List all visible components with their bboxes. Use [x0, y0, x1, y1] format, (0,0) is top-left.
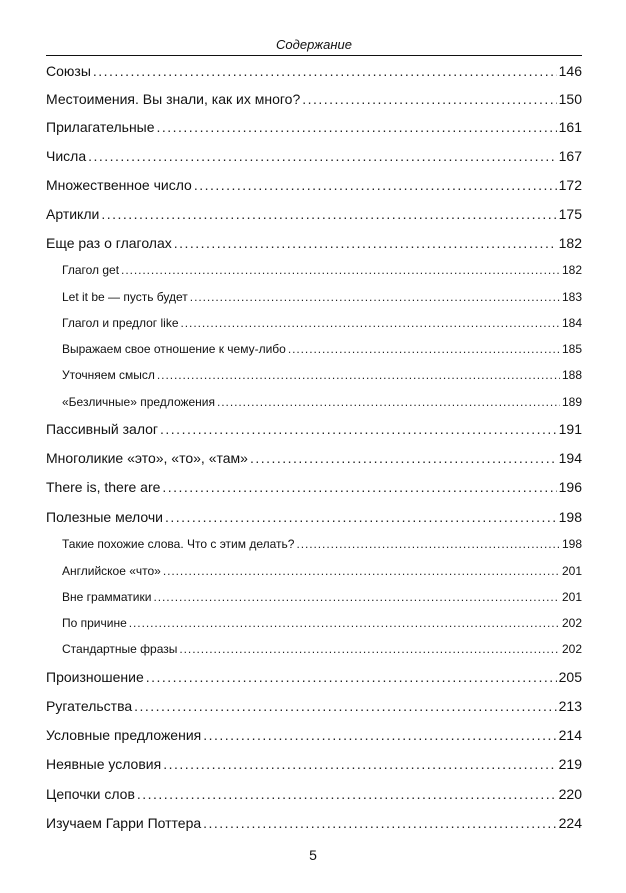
toc-entry-title: Множественное число: [46, 177, 192, 193]
toc-entry-page: 198: [558, 509, 582, 525]
toc-entry-title: Глагол get: [62, 263, 120, 277]
dot-leader: [129, 615, 560, 631]
toc-entry-page: 172: [558, 177, 582, 193]
dot-leader: [146, 668, 557, 686]
dot-leader: [181, 315, 560, 331]
toc-entry-title: Прилагательные: [46, 119, 155, 135]
toc-entry-page: 198: [561, 537, 582, 551]
toc-entry-page: 205: [558, 669, 582, 685]
toc-entry-page: 150: [558, 91, 582, 107]
toc-entry-page: 213: [558, 698, 582, 714]
toc-entry-title: Выражаем свое отношение к чему-либо: [62, 342, 286, 356]
toc-entry-title: Местоимения. Вы знали, как их много?: [46, 91, 301, 107]
dot-leader: [250, 449, 557, 467]
toc-entry[interactable]: [46, 176, 582, 194]
dot-leader: [157, 118, 557, 136]
toc-entry-title: Глагол и предлог like: [62, 316, 179, 330]
toc-entry[interactable]: [46, 147, 582, 165]
toc-entry-page: 188: [561, 368, 582, 382]
toc-entry-title: Произношение: [46, 669, 144, 685]
toc-entry[interactable]: [46, 478, 582, 496]
dot-leader: [203, 814, 557, 832]
toc-entry-page: 185: [561, 342, 582, 356]
toc-entry-title: Артикли: [46, 206, 100, 222]
toc-subentry[interactable]: [46, 341, 582, 357]
toc-entry[interactable]: [46, 234, 582, 252]
toc-entry-page: 201: [561, 590, 582, 604]
dot-leader: [174, 234, 557, 252]
toc-entry-page: 202: [561, 616, 582, 630]
dot-leader: [165, 508, 557, 526]
toc-entry[interactable]: [46, 508, 582, 526]
dot-leader: [194, 176, 557, 194]
toc-entry-title: Изучаем Гарри Поттера: [46, 815, 202, 831]
toc-entry[interactable]: [46, 726, 582, 744]
dot-leader: [179, 641, 560, 657]
dot-leader: [288, 341, 560, 357]
toc-entry-page: 161: [558, 119, 582, 135]
toc-subentry[interactable]: [46, 262, 582, 278]
toc-entry-page: 202: [561, 642, 582, 656]
toc-entry-title: Еще раз о глаголах: [46, 235, 172, 251]
dot-leader: [137, 785, 557, 803]
toc-subentry[interactable]: [46, 641, 582, 657]
toc-entry-title: Многоликие «это», «то», «там»: [46, 450, 248, 466]
toc-entry-page: 224: [558, 815, 582, 831]
toc-entry-page: 194: [558, 450, 582, 466]
toc-entry-title: «Безличные» предложения: [62, 395, 216, 409]
toc-entry-title: Стандартные фразы: [62, 642, 178, 656]
dot-leader: [162, 478, 556, 496]
dot-leader: [203, 726, 556, 744]
toc-entry[interactable]: [46, 814, 582, 832]
toc-entry-page: 214: [558, 727, 582, 743]
dot-leader: [88, 147, 557, 165]
dot-leader: [101, 205, 556, 223]
dot-leader: [296, 536, 560, 552]
dot-leader: [121, 262, 560, 278]
dot-leader: [163, 563, 560, 579]
toc-subentry[interactable]: [46, 394, 582, 410]
toc-entry-title: Let it be — пусть будет: [62, 290, 188, 304]
toc-entry-page: 201: [561, 564, 582, 578]
dot-leader: [217, 394, 560, 410]
toc-entry-page: 196: [558, 479, 582, 495]
toc-subentry[interactable]: [46, 536, 582, 552]
toc-entry-page: 219: [558, 756, 582, 772]
toc-entry-title: Союзы: [46, 63, 91, 79]
header-rule: [46, 55, 582, 56]
dot-leader: [160, 420, 557, 438]
toc-entry-page: 183: [561, 290, 582, 304]
toc-entry-page: 191: [558, 421, 582, 437]
toc-entry-page: 220: [558, 786, 582, 802]
toc-entry[interactable]: [46, 90, 582, 108]
toc-entry-page: 146: [558, 63, 582, 79]
toc-subentry[interactable]: [46, 563, 582, 579]
toc-entry-page: 182: [561, 263, 582, 277]
dot-leader: [163, 755, 556, 773]
dot-leader: [153, 589, 560, 605]
page-number: 5: [309, 847, 317, 863]
toc-entry[interactable]: [46, 62, 582, 80]
toc-entry[interactable]: [46, 205, 582, 223]
toc-entry-title: Вне грамматики: [62, 590, 152, 604]
running-title: Содержание: [276, 37, 352, 52]
dot-leader: [93, 62, 557, 80]
toc-entry[interactable]: [46, 668, 582, 686]
toc-entry[interactable]: [46, 118, 582, 136]
toc-entry-title: Пассивный залог: [46, 421, 159, 437]
toc-entry-title: Неявные условия: [46, 756, 162, 772]
toc-entry-title: Ругательства: [46, 698, 133, 714]
toc-entry-title: По причине: [62, 616, 127, 630]
toc-entry-title: Цепочки слов: [46, 786, 135, 802]
dot-leader: [157, 367, 560, 383]
dot-leader: [134, 697, 557, 715]
toc-entry-title: Уточняем смысл: [62, 368, 155, 382]
toc-entry-title: Английское «что»: [62, 564, 161, 578]
toc-entry[interactable]: [46, 755, 582, 773]
toc-entry-page: 182: [558, 235, 582, 251]
toc-subentry[interactable]: [46, 289, 582, 305]
toc-entry-title: Числа: [46, 148, 87, 164]
dot-leader: [302, 90, 556, 108]
toc-entry-title: Условные предложения: [46, 727, 202, 743]
toc-entry-title: There is, there are: [46, 479, 161, 495]
toc-entry-page: 189: [561, 395, 582, 409]
toc-entry-title: Полезные мелочи: [46, 509, 163, 525]
dot-leader: [190, 289, 560, 305]
toc-subentry[interactable]: [46, 589, 582, 605]
toc-subentry[interactable]: [46, 615, 582, 631]
toc-subentry[interactable]: [46, 367, 582, 383]
toc-entry-page: 167: [558, 148, 582, 164]
toc-subentry[interactable]: [46, 315, 582, 331]
toc-entry[interactable]: [46, 420, 582, 438]
toc-entry-page: 184: [561, 316, 582, 330]
toc-entry-title: Такие похожие слова. Что с этим делать?: [62, 537, 295, 551]
toc-entry-page: 175: [558, 206, 582, 222]
toc-entry[interactable]: [46, 697, 582, 715]
toc-entry[interactable]: [46, 449, 582, 467]
toc-entry[interactable]: [46, 785, 582, 803]
